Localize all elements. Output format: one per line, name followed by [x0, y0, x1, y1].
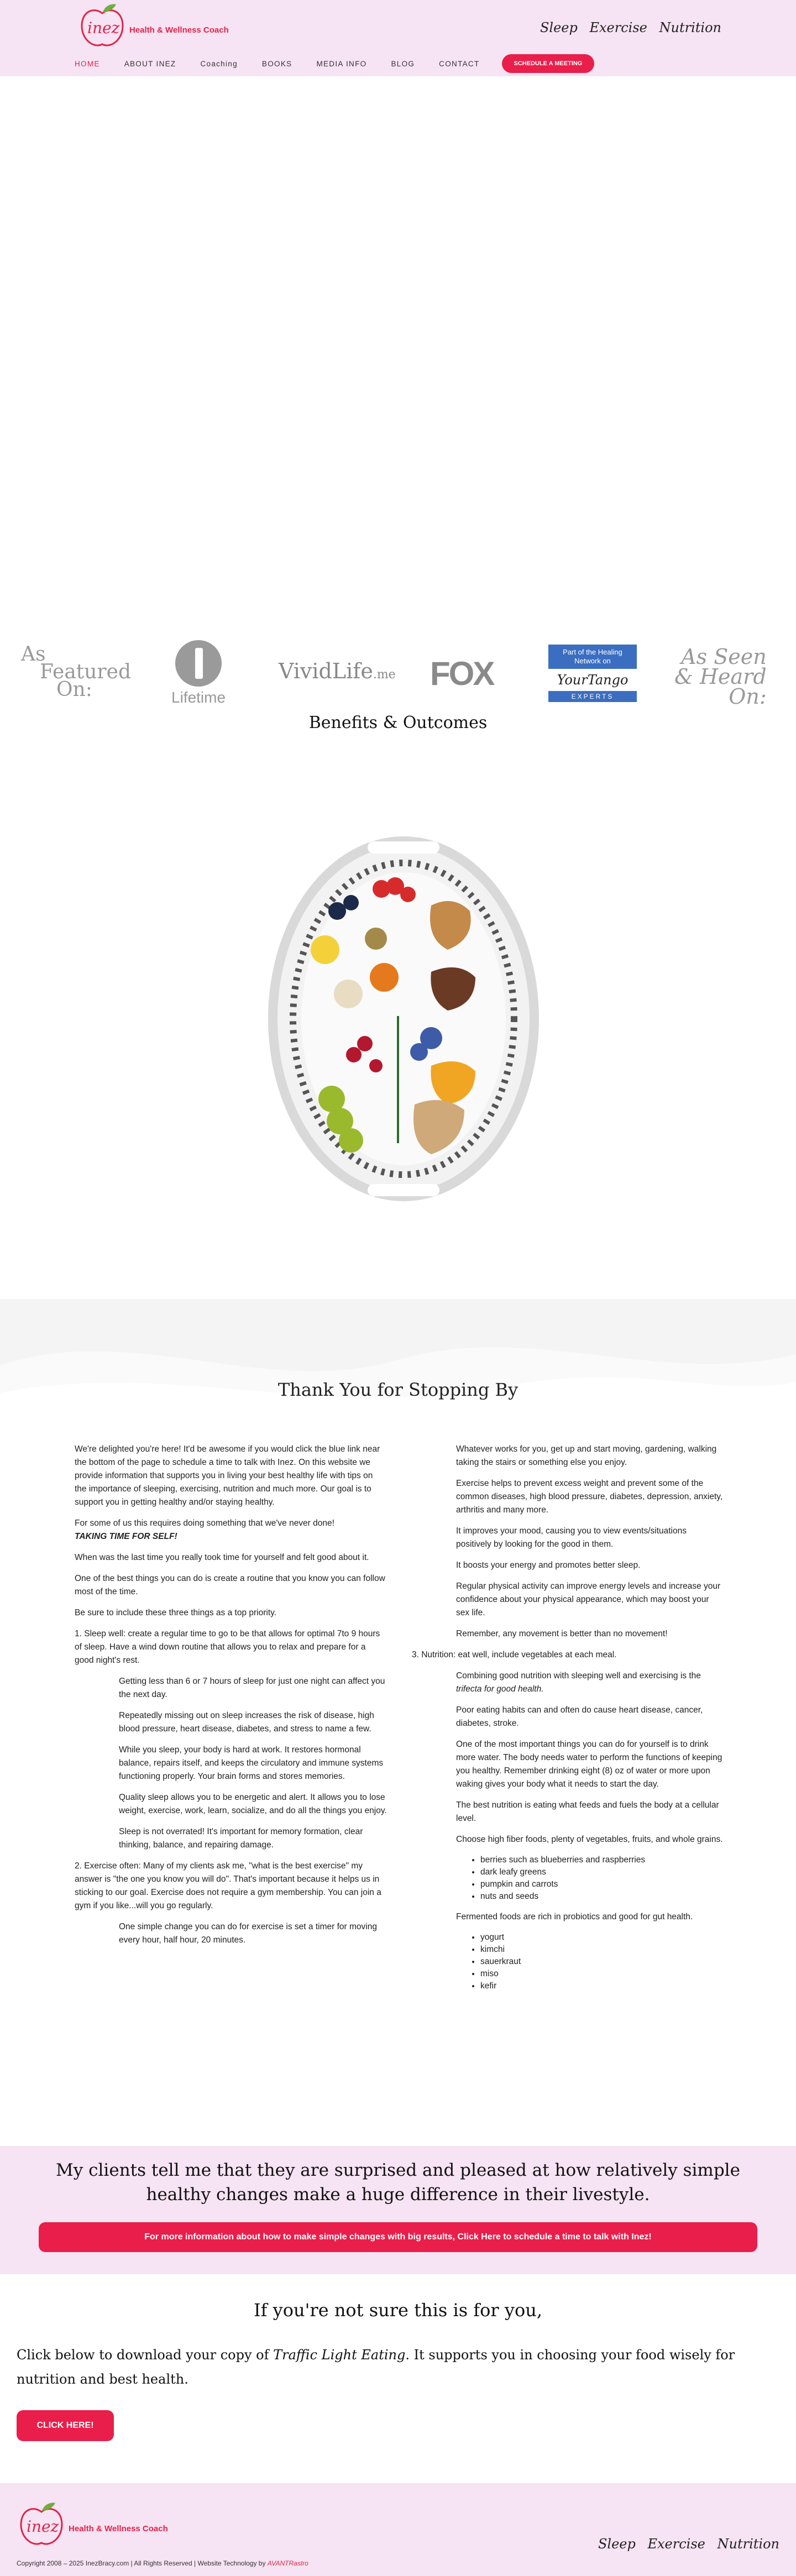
sleep-point: Quality sleep allows you to be energetic and alert. It allows you to lose weight, exercise, work, learn, socialize, and do all the things you enjoy.: [119, 1793, 387, 1815]
benefits-title: Benefits & Outcomes: [308, 713, 488, 732]
logo-title: Health & Wellness Coach: [129, 25, 229, 35]
nav-media-info[interactable]: MEDIA INFO: [316, 59, 367, 68]
fox-logo: FOX: [430, 655, 494, 692]
tagline-exercise: Exercise: [589, 20, 647, 35]
nutrition-point: Poor eating habits can and often do cause heart disease, cancer, diabetes, stroke.: [456, 1705, 703, 1728]
healthy-food-tray-image: [265, 834, 542, 1204]
left-column: [75, 1443, 387, 1955]
schedule-talk-button[interactable]: For more information about how to make simple changes with big results, Click Here to schedule a time to talk with Inez!: [39, 2222, 757, 2252]
exercise-paragraph: 2. Exercise often: Many of my clients ask me, "what is the best exercise" my answer is "the one you know you will do". That's important because it helps us in sticking to our goal. Exercise does not require a gym membership. You can join a gym if you like...will you go regularly.: [75, 1861, 381, 1910]
click-here-button[interactable]: CLICK HERE!: [17, 2410, 114, 2441]
tagline-sleep: Sleep: [598, 2536, 636, 2552]
as-featured-label: As Featured On:: [21, 643, 131, 701]
paragraph: When was the last time you really took time for yourself and felt good about it.: [75, 1553, 369, 1562]
nutrition-paragraph: 3. Nutrition: eat well, include vegetables at each meal.: [412, 1650, 617, 1659]
list-item: • kimchi: [480, 1944, 724, 1956]
tagline: [532, 20, 721, 35]
nav-blog[interactable]: BLOG: [391, 59, 415, 68]
exercise-point: Whatever works for you, get up and start moving, gardening, walking taking the stairs or something else you enjoy.: [456, 1444, 717, 1467]
list-item: • kefir: [480, 1980, 724, 1992]
thanks-title: Thank You for Stopping By: [277, 1379, 519, 1400]
logo[interactable]: [77, 1, 229, 51]
nav-about[interactable]: ABOUT INEZ: [124, 59, 176, 68]
as-seen-label: As Seen & Heard On:: [674, 645, 767, 709]
nutrition-point: One of the most important things you can do for yourself is to drink more water. The body needs water to perform the functions of keeping you healthy. Remember drinking eight (8) oz of water or more upon waking gives your body what it needs to start the day.: [456, 1740, 722, 1789]
not-sure-heading: If you're not sure this is for you,: [254, 2300, 542, 2321]
tagline-nutrition: Nutrition: [659, 20, 721, 35]
paragraph: Be sure to include these three things as a top priority.: [75, 1608, 277, 1617]
clients-callout: [0, 2146, 796, 2274]
featured-strip: [0, 640, 796, 723]
list-item: • pumpkin and carrots: [480, 1878, 724, 1891]
wave-divider: [0, 1299, 796, 1432]
paragraph: One of the best things you can do is create a routine that you know you can follow most of the time.: [75, 1574, 385, 1596]
sleep-point: Sleep is not overrated! It's important for memory formation, clear thinking, balance, and repairing damage.: [119, 1827, 363, 1850]
site-header: [0, 0, 796, 76]
list-item: • yogurt: [480, 1931, 724, 1944]
exercise-point: Regular physical activity can improve energy levels and increase your confidence about your physical appearance, which may boost your sex life.: [456, 1582, 721, 1617]
site-footer: [0, 2483, 796, 2576]
apple-logo-icon: [17, 2500, 66, 2549]
list-item: • miso: [480, 1968, 724, 1980]
logo-word: inez: [87, 19, 120, 37]
sleep-point: While you sleep, your body is hard at work. It restores hormonal balance, repairs itself, and keeps the circulatory and immune systems functioning properly. Your brain forms and stores memories.: [119, 1745, 384, 1781]
exercise-point: Remember, any movement is better than no movement!: [456, 1629, 668, 1638]
lifetime-icon: [175, 640, 222, 687]
copyright-text: Copyright 2008 – 2025 InezBracy.com | All Rights Reserved | Website Technology by AVANTRastro: [17, 2559, 308, 2567]
nutrition-point: Combining good nutrition with sleeping well and exercising is the trifecta for good health.: [456, 1671, 701, 1694]
exercise-point: It boosts your energy and promotes better sleep.: [456, 1561, 641, 1570]
yourtango-badge: Part of the Healing Network on YourTango EXPERTS: [548, 645, 637, 702]
footer-logo[interactable]: [17, 2500, 168, 2549]
vividlife-logo: VividLife.me: [279, 659, 396, 683]
tagline-nutrition: Nutrition: [717, 2536, 779, 2552]
lifetime-logo: Lifetime: [171, 640, 226, 706]
intro-paragraph: We're delighted you're here! It'd be awesome if you would click the blue link near the bottom of the page to schedule a time to talk with Inez. On this website we provide information that supports you in living your best healthy life with tips on the importance of sleeping, exercising, nutrition and much more. Our goal is to support you in getting healthy and/or staying healthy.: [75, 1444, 380, 1507]
list-item: • sauerkraut: [480, 1956, 724, 1968]
nutrition-point: The best nutrition is eating what feeds and fuels the body at a cellular level.: [456, 1800, 719, 1823]
right-column: [412, 1443, 724, 2000]
exercise-point: Exercise helps to prevent excess weight and prevent some of the common diseases, high blood pressure, diabetes, depression, anxiety, arthritis and many more.: [456, 1479, 723, 1515]
logo-title: Health & Wellness Coach: [69, 2523, 168, 2533]
sleep-point: Repeatedly missing out on sleep increases the risk of disease, high blood pressure, heart disease, diabetes, and stress to name a few.: [119, 1711, 374, 1734]
sleep-point: Getting less than 6 or 7 hours of sleep for just one night can affect you the next day.: [119, 1677, 385, 1699]
main-nav: [75, 54, 619, 73]
paragraph: For some of us this requires doing something that we've never done! TAKING TIME FOR SELF!: [75, 1519, 334, 1541]
callout-heading: My clients tell me that they are surprised and pleased at how relatively simple healthy changes make a huge difference in their livestyle.: [56, 2160, 740, 2205]
schedule-meeting-button[interactable]: SCHEDULE A MEETING: [502, 54, 595, 73]
exercise-point: One simple change you can do for exercise is set a timer for moving every hour, half hour, 20 minutes.: [119, 1922, 377, 1945]
nutrition-point: Choose high fiber foods, plenty of vegetables, fruits, and whole grains.: [456, 1835, 723, 1844]
exercise-point: It improves your mood, causing you to view events/situations positively by looking for the good in them.: [456, 1526, 687, 1549]
tagline-sleep: Sleep: [540, 20, 578, 35]
list-item: • berries such as blueberries and raspberries: [480, 1854, 724, 1866]
footer-tagline: [590, 2536, 779, 2552]
tagline-exercise: Exercise: [647, 2536, 705, 2552]
apple-logo-icon: [77, 1, 127, 51]
tech-credit-link[interactable]: AVANTRastro: [267, 2559, 308, 2567]
nav-contact[interactable]: CONTACT: [439, 59, 480, 68]
fermented-foods-list: [480, 1931, 724, 1992]
list-item: • dark leafy greens: [480, 1866, 724, 1878]
nav-home[interactable]: HOME: [75, 59, 100, 68]
download-text: Click below to download your copy of Traffic Light Eating. It supports you in choosing your food wisely for nutrition and best health.: [17, 2347, 735, 2387]
nav-coaching[interactable]: Coaching: [200, 59, 238, 68]
list-item: • nuts and seeds: [480, 1891, 724, 1903]
fiber-foods-list: [480, 1854, 724, 1903]
logo-word: inez: [27, 2517, 59, 2536]
sleep-paragraph: 1. Sleep well: create a regular time to go to be that allows for optimal 7to 9 hours of sleep. Have a wind down routine that allows you to relax and prepare for a good night's rest.: [75, 1629, 380, 1665]
nav-books[interactable]: BOOKS: [261, 59, 292, 68]
nutrition-point: Fermented foods are rich in probiotics and good for gut health.: [456, 1912, 693, 1921]
